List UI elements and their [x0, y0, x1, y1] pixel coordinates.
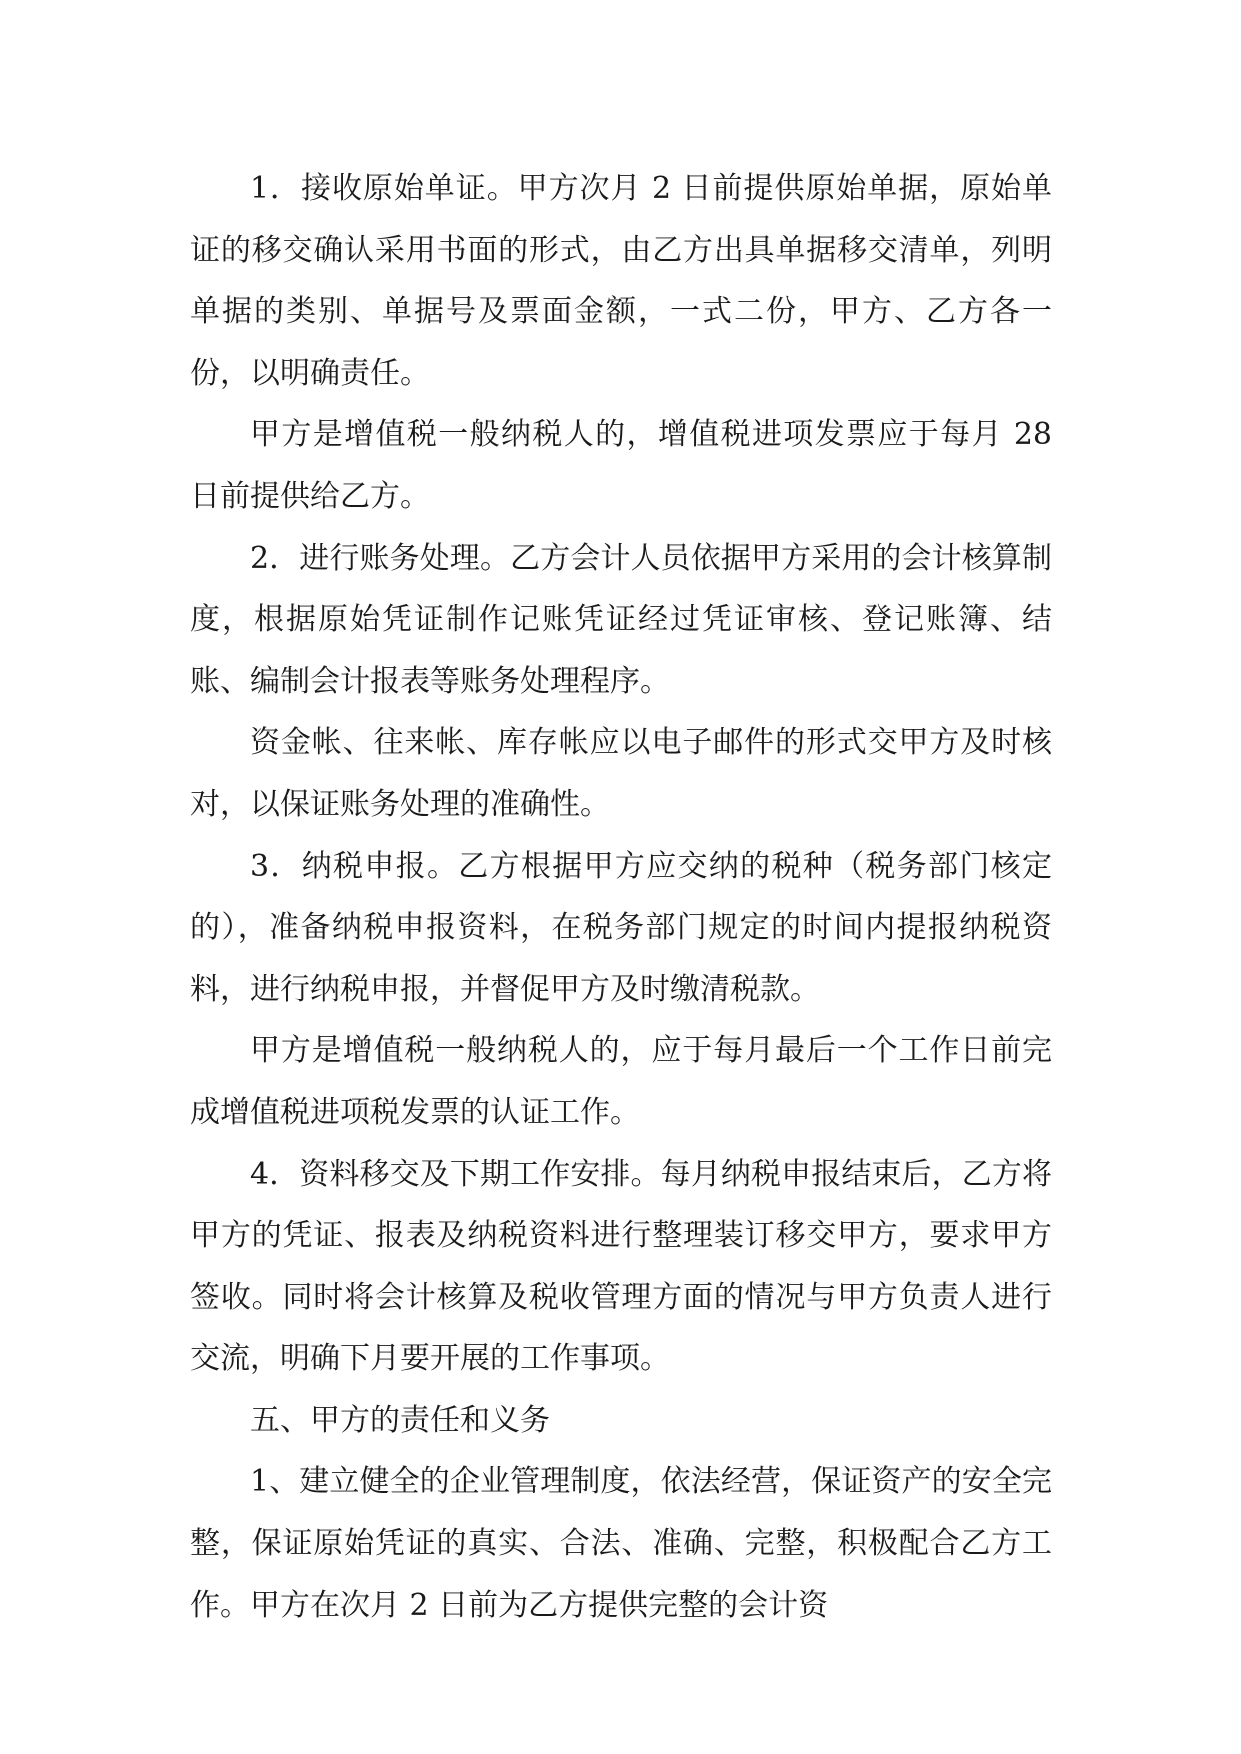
paragraph-invoice-certification: 甲方是增值税一般纳税人的，应于每月最后一个工作日前完成增值税进项税发票的认证工作。	[190, 1033, 1052, 1130]
paragraph-receive-vouchers: 1．接收原始单证。甲方次月 2 日前提供原始单据，原始单证的移交确认采用书面的形式，由乙方出具单据移交清单，列明单据的类别、单据号及票面金额，一式二份，甲方、乙方各一份，以明确责任。	[190, 171, 1052, 391]
paragraph-account-check: 资金帐、往来帐、库存帐应以电子邮件的形式交甲方及时核对，以保证账务处理的准确性。	[190, 725, 1052, 822]
paragraph-bookkeeping: 2．进行账务处理。乙方会计人员依据甲方采用的会计核算制度，根据原始凭证制作记账凭证经过凭证审核、登记账簿、结账、编制会计报表等账务处理程序。	[190, 540, 1052, 699]
paragraph-vat-invoice-deadline: 甲方是增值税一般纳税人的，增值税进项发票应于每月 28 日前提供给乙方。	[190, 417, 1052, 514]
paragraph-materials-handover: 4．资料移交及下期工作安排。每月纳税申报结束后，乙方将甲方的凭证、报表及纳税资料进行整理装订移交甲方，要求甲方签收。同时将会计核算及税收管理方面的情况与甲方负责人进行交流，明确下月要开展的工作事项。	[190, 1156, 1052, 1377]
paragraph-tax-filing: 3．纳税申报。乙方根据甲方应交纳的税种（税务部门核定的），准备纳税申报资料，在税务部门规定的时间内提报纳税资料，进行纳税申报，并督促甲方及时缴清税款。	[190, 848, 1052, 1007]
section-heading-party-a-duties: 五、甲方的责任和义务	[250, 1402, 550, 1438]
document-body	[190, 158, 1052, 1636]
paragraph-management-system: 1、建立健全的企业管理制度，依法经营，保证资产的安全完整，保证原始凭证的真实、合法、准确、完整，积极配合乙方工作。甲方在次月 2 日前为乙方提供完整的会计资	[190, 1464, 1052, 1623]
